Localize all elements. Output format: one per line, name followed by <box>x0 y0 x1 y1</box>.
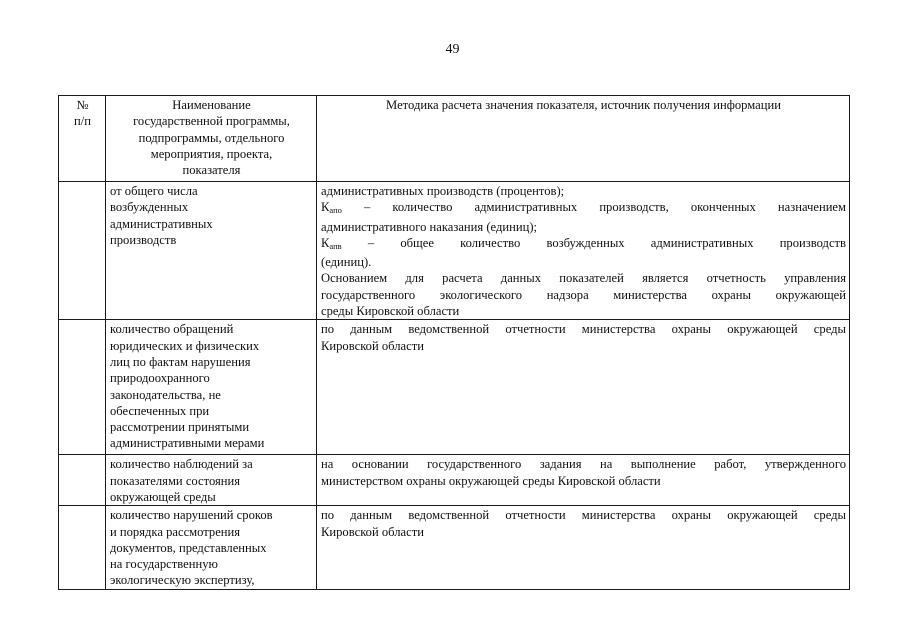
indicator-name-cell <box>106 506 317 590</box>
header-number-cell <box>59 96 106 182</box>
method-line: (единиц). <box>321 255 372 270</box>
method-line: Кировской области <box>321 338 424 353</box>
table-row <box>59 182 850 320</box>
method-line: административного наказания (единиц); <box>321 219 538 234</box>
indicator-name-line: экологическую экспертизу, <box>110 573 255 588</box>
method-line: Кировской области <box>321 524 424 539</box>
method-line <box>321 235 846 254</box>
table-row <box>59 506 850 590</box>
indicator-name-line: возбужденных <box>110 200 189 215</box>
method-line: по данным ведомственной отчетности министерства охраны окружающей среды <box>321 508 846 523</box>
indicator-name-line: от общего числа <box>110 184 198 198</box>
header-number-line: п/п <box>74 114 91 129</box>
method-cell <box>317 320 850 455</box>
indicator-name-line: документов, представленных <box>110 540 267 555</box>
indicator-name-line: юридических и физических <box>110 338 260 353</box>
method-line: административных производств (процентов); <box>321 184 565 198</box>
header-name-line: мероприятия, проекта, <box>150 146 273 161</box>
table-row <box>59 455 850 506</box>
variable-k-symbol: К <box>321 235 330 250</box>
header-number-line: № <box>76 98 89 112</box>
method-text: – количество административных производств, оконченных назначением <box>341 200 846 215</box>
page-number: 49 <box>445 42 460 57</box>
variable-k-symbol: К <box>321 200 330 215</box>
method-line: государственного экологического надзора министерства охраны окружающей <box>321 287 846 302</box>
indicator-name-line: производств <box>110 232 177 247</box>
method-text: – общее количество возбужденных административных производств <box>341 235 846 250</box>
method-line: министерством охраны окружающей среды Кировской области <box>321 473 661 488</box>
indicator-name-line: показателями состояния <box>110 473 241 488</box>
header-name-line: государственной программы, <box>133 114 290 129</box>
indicator-name-line: количество наблюдений за <box>110 457 253 472</box>
row-number-cell <box>59 506 106 590</box>
method-line: по данным ведомственной отчетности министерства охраны окружающей среды <box>321 322 846 337</box>
method-cell <box>317 182 850 320</box>
method-line: среды Кировской области <box>321 304 460 319</box>
indicator-name-line: на государственную <box>110 557 218 572</box>
indicator-name-line: административными мерами <box>110 436 265 451</box>
variable-subscript: апв <box>329 240 342 251</box>
header-name-line: показателя <box>182 163 241 178</box>
indicator-name-line: окружающей среды <box>110 489 216 504</box>
header-name-line: подпрограммы, отдельного <box>138 130 285 145</box>
indicator-name-line: лиц по фактам нарушения <box>110 354 251 369</box>
indicator-name-cell <box>106 182 317 320</box>
header-method-cell: Методика расчета значения показателя, источник получения информации <box>317 96 850 182</box>
indicator-name-line: и порядка рассмотрения <box>110 524 241 539</box>
indicator-name-line: рассмотрении принятыми <box>110 420 250 435</box>
indicator-name-line: количество нарушений сроков <box>110 508 273 523</box>
method-cell <box>317 455 850 506</box>
method-line: Основанием для расчета данных показателей является отчетность управления <box>321 271 846 286</box>
variable-subscript: апо <box>329 205 342 216</box>
indicator-methodology-table <box>58 95 850 590</box>
row-number-cell <box>59 455 106 506</box>
row-number-cell <box>59 182 106 320</box>
method-line: на основании государственного задания на выполнение работ, утвержденного <box>321 457 846 472</box>
table-header-row <box>59 96 850 182</box>
indicator-name-line: административных <box>110 216 213 231</box>
indicator-name-cell <box>106 320 317 455</box>
method-cell <box>317 506 850 590</box>
header-name-cell <box>106 96 317 182</box>
method-line <box>321 199 846 218</box>
indicator-name-line: количество обращений <box>110 322 234 337</box>
table-row <box>59 320 850 455</box>
indicator-name-line: природоохранного <box>110 371 210 386</box>
indicator-name-cell <box>106 455 317 506</box>
header-name-line: Наименование <box>172 98 251 112</box>
row-number-cell <box>59 320 106 455</box>
indicator-name-line: обеспеченных при <box>110 403 210 418</box>
indicator-name-line: законодательства, не <box>110 387 221 402</box>
